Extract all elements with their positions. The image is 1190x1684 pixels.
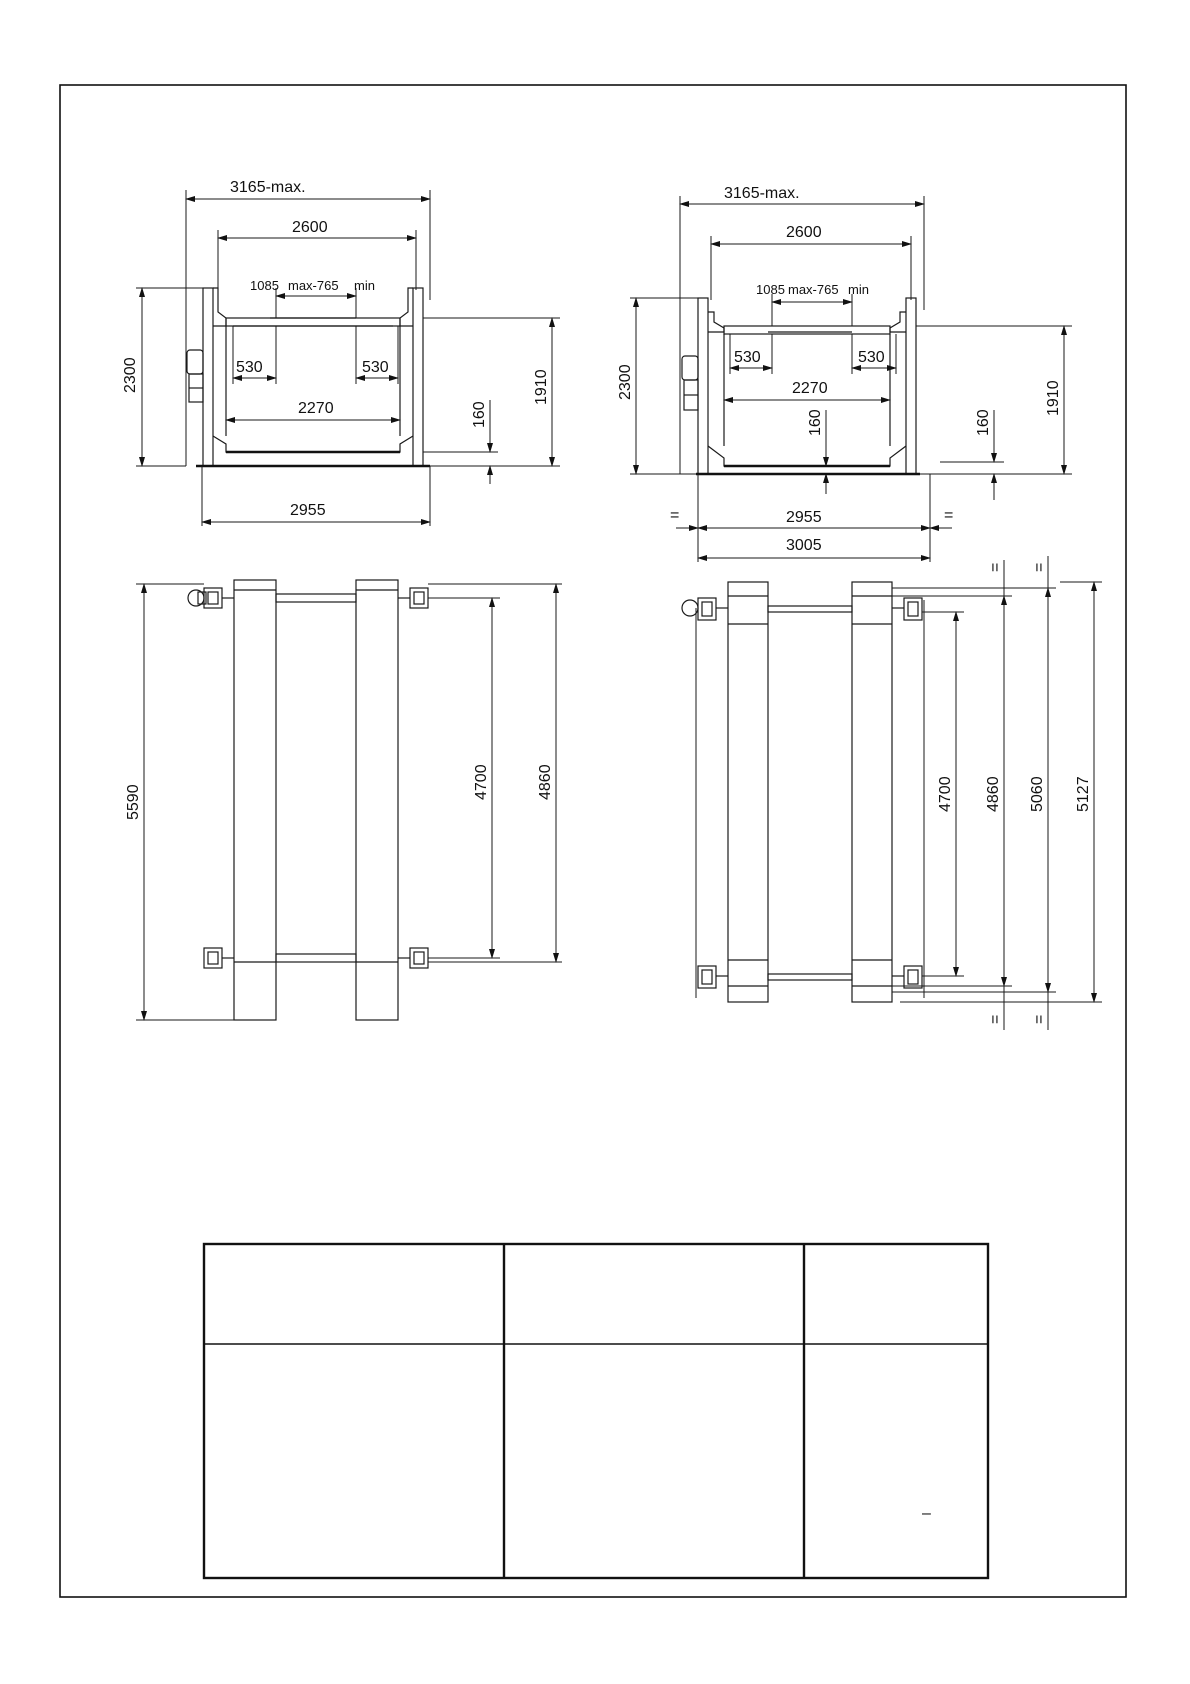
power-unit <box>187 350 203 374</box>
dim-runway-inner: 2270 <box>298 400 334 417</box>
lowered-runway <box>213 436 413 452</box>
dim-runway-gap-max: max-765 <box>788 282 839 297</box>
power-unit <box>682 356 698 380</box>
column-bottom-right <box>904 966 922 988</box>
column-top-left <box>698 598 716 620</box>
dim-eq-top-1: = <box>987 562 1004 572</box>
column-top-right <box>904 598 922 620</box>
dim-runway-inner: 2270 <box>792 380 828 397</box>
right-column <box>906 298 916 474</box>
dim-runway-length: 4860 <box>537 764 554 800</box>
dim-min-height-b: 160 <box>975 409 992 436</box>
column-top-left <box>204 588 222 608</box>
raised-runway <box>226 318 400 326</box>
dim-runway-gap-min: min <box>354 278 375 293</box>
left-column <box>203 288 213 466</box>
top-view-left <box>125 580 562 1020</box>
runway-right <box>356 580 398 1020</box>
dim-overall-b: 5127 <box>1075 776 1092 812</box>
dim-equal-left: = <box>670 507 680 524</box>
dim-base-outer: 3005 <box>786 537 822 554</box>
dim-total-height: 2300 <box>122 357 139 393</box>
left-column <box>698 298 708 474</box>
dim-runway-width-right: 530 <box>362 359 389 376</box>
column-bottom-left <box>204 948 222 968</box>
dim-runway-gap: 1085 <box>756 282 785 297</box>
lowered-runway <box>708 446 906 466</box>
dim-runway-gap-max: max-765 <box>288 278 339 293</box>
dim-column-distance: 4700 <box>473 764 490 800</box>
right-column <box>413 288 423 466</box>
dim-eq-bot-2: = <box>1031 1014 1048 1024</box>
dim-overall-a: 5060 <box>1029 776 1046 812</box>
crossbeam-bottom <box>276 954 356 962</box>
dim-eq-top-2: = <box>1031 562 1048 572</box>
dim-runway-width-left: 530 <box>734 349 761 366</box>
dim-base-width: 2955 <box>290 502 326 519</box>
dim-min-height-a: 160 <box>807 409 824 436</box>
dim-overall-length: 5590 <box>125 784 142 820</box>
front-view-left <box>122 179 560 526</box>
dim-runway-width-right: 530 <box>858 349 885 366</box>
runway-left <box>234 580 276 1020</box>
column-bottom-right <box>410 948 428 968</box>
dim-base-width: 2955 <box>786 509 822 526</box>
front-view-right <box>617 185 1072 562</box>
dim-equal-right: = <box>944 507 954 524</box>
runway-right <box>852 582 892 1002</box>
dim-total-height: 2300 <box>617 364 634 400</box>
title-block-frame <box>204 1244 988 1578</box>
dim-runway-length: 4860 <box>985 776 1002 812</box>
dim-lift-height: 1910 <box>533 369 550 405</box>
sheet-frame <box>60 85 1126 1597</box>
column-top-right <box>410 588 428 608</box>
top-view-right <box>682 556 1102 1030</box>
dim-eq-bot-1: = <box>987 1014 1004 1024</box>
dim-overall-width: 3165-max. <box>230 179 306 196</box>
column-bottom-left <box>698 966 716 988</box>
title-block <box>204 1244 988 1578</box>
dim-runway-gap: 1085 <box>250 278 279 293</box>
raised-runway <box>724 326 890 334</box>
dim-column-span: 2600 <box>786 224 822 241</box>
crossbeam-top <box>768 606 852 612</box>
crossbeam-bottom <box>768 974 852 980</box>
runway-left <box>728 582 768 1002</box>
dim-runway-gap-min: min <box>848 282 869 297</box>
dim-runway-width-left: 530 <box>236 359 263 376</box>
crossbeam-top <box>276 594 356 602</box>
dim-overall-width: 3165-max. <box>724 185 800 202</box>
dim-lift-height: 1910 <box>1045 380 1062 416</box>
dim-column-distance: 4700 <box>937 776 954 812</box>
title-block-dash: – <box>922 1505 931 1522</box>
dim-column-span: 2600 <box>292 219 328 236</box>
dim-min-height: 160 <box>471 401 488 428</box>
